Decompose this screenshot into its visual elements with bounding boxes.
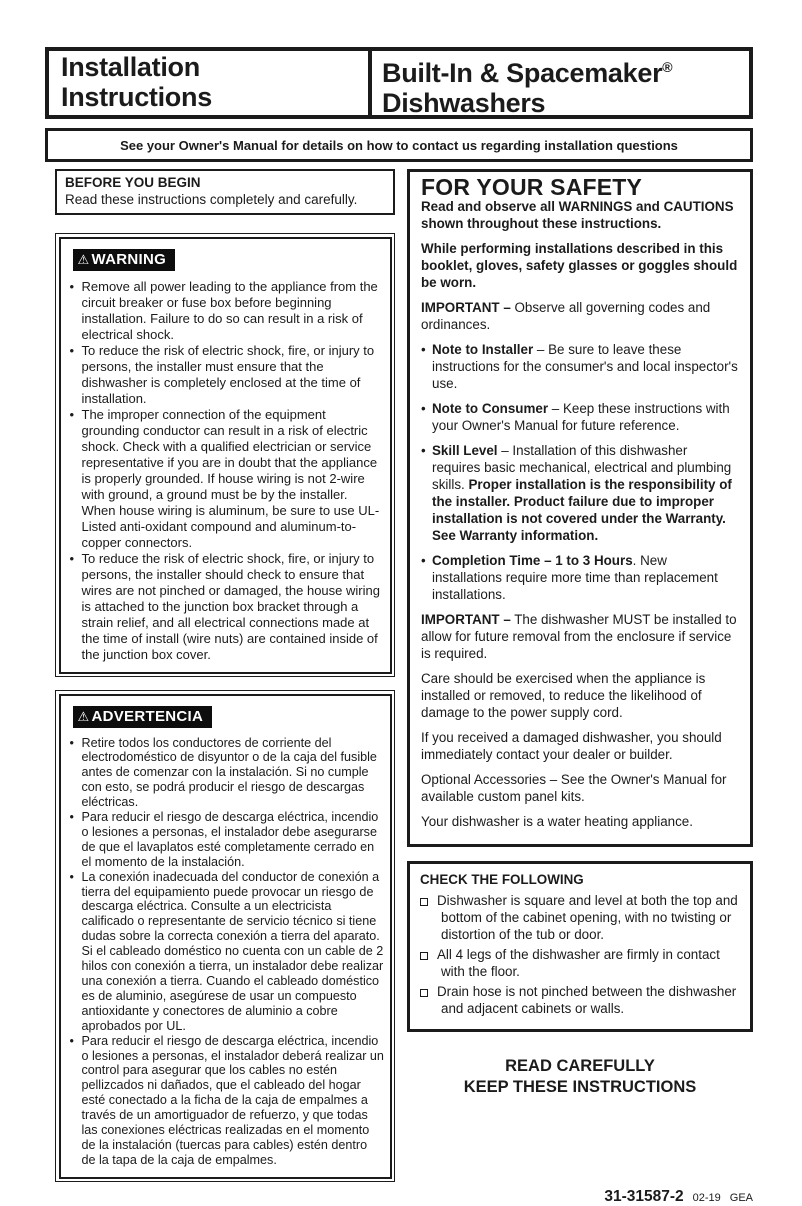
bullet-rest: – Keep these instructions with your Owner's Manual for future reference. [432, 401, 730, 433]
check-item-text: Drain hose is not pinched between the dishwasher and adjacent cabinets or walls. [437, 984, 737, 1016]
bullet-rest: – Be sure to leave these instructions for the consumer's and local inspector's use. [432, 342, 738, 391]
registered-trademark-icon: ® [662, 59, 673, 75]
bullet-lead: Note to Installer [432, 342, 534, 357]
checkbox-icon [420, 898, 428, 906]
important-rest: Observe all governing codes and ordinances. [421, 300, 711, 332]
warning-label: WARNING [91, 250, 167, 268]
masthead [45, 47, 753, 119]
warning-box [55, 233, 395, 677]
safety-bullet-list [421, 341, 739, 603]
doc-title-left-line1: Installation [61, 52, 200, 82]
check-item-square-level [420, 892, 740, 943]
safety-bullet-note-installer [421, 341, 739, 392]
check-item-text: Dishwasher is square and level at both the top and bottom of the cabinet opening, with no twisting or distortion of the tub or door. [437, 893, 738, 942]
closing-statement [407, 1056, 753, 1098]
for-your-safety-box [407, 169, 753, 847]
advertencia-badge [73, 706, 213, 728]
safety-intro-1 [421, 198, 739, 232]
before-you-begin-box [55, 169, 395, 215]
bullet-rest: . New installations require more time than replacement installations. [432, 553, 718, 602]
doc-title-left [61, 52, 368, 112]
safety-bullet-skill-level [421, 442, 739, 544]
important-lead: IMPORTANT – [421, 300, 511, 315]
before-you-begin-title: BEFORE YOU BEGIN [65, 175, 201, 190]
doc-title-left-line2: Instructions [61, 82, 212, 112]
part-number: 31-31587-2 [604, 1188, 684, 1206]
check-list [420, 892, 740, 1017]
masthead-right-cell [372, 51, 749, 118]
for-your-safety-title: FOR YOUR SAFETY [421, 174, 643, 200]
doc-title-right [382, 52, 749, 118]
check-the-following-box [407, 861, 753, 1032]
checkbox-icon [420, 952, 428, 960]
page-footer [45, 1188, 753, 1206]
warning-triangle-icon: ⚠ [77, 708, 90, 724]
safety-important-1 [421, 299, 739, 333]
date-code: 02-19 [692, 1192, 721, 1205]
warning-box-inner [59, 237, 392, 674]
doc-title-right-line1: Built-In & Spacemaker [382, 58, 663, 88]
safety-bullet-note-consumer [421, 400, 739, 434]
bullet-lead: Note to Consumer [432, 401, 549, 416]
warning-bullet: • The improper connection of the equipment grounding conductor can result in a risk of electric shock. Check with a qualified electrician or service representative if you are in doubt that the appliance is properly grounded. If house wiring is not 2-wire with ground, a ground must be by the installer. When house wiring is aluminum, be sure to use UL-Listed anti-oxidant compound and aluminum-to-copper connectors. [70, 407, 385, 551]
safety-important-2 [421, 611, 739, 662]
bullet-lead: Completion Time – 1 to 3 Hours [432, 553, 633, 568]
check-item-drain-hose [420, 983, 740, 1017]
warning-bullet: • Remove all power leading to the appliance from the circuit breaker or fuse box before beginning installation. Failure to do so can result in a risk of electrical shock. [70, 279, 385, 343]
advertencia-bullet-list [68, 736, 385, 1168]
warning-bullet: • To reduce the risk of electric shock, fire, or injury to persons, the installer must ensure that the dishwasher is completely enclosed at the time of installation. [70, 343, 385, 407]
safety-para-care: Care should be exercised when the appliance is installed or removed, to reduce the likelihood of damage to the power supply cord. [421, 671, 706, 720]
advertencia-box [55, 690, 395, 1182]
safety-intro-2 [421, 240, 739, 291]
safety-para-water-heating: Your dishwasher is a water heating appliance. [421, 814, 693, 829]
check-the-following-title: CHECK THE FOLLOWING [420, 872, 584, 887]
warning-triangle-icon: ⚠ [77, 251, 90, 267]
warning-bullet-list [68, 279, 385, 663]
advertencia-bullet: • Para reducir el riesgo de descarga eléctrica, incendio o lesiones a personas, el instalador deberá realizar un control para asegurar que los cables no estén pellizcados ni dañados, que el cableado del hogar esté conectado a la ficha de la caja de empalmes a través de un amortiguador de refuerzo, y que todas las conexiones eléctricas realizadas en el momento de la instalación (tuercas para cables) estén dentro de la tapa de la caja de empalmes. [70, 1034, 385, 1168]
advertencia-bullet: • La conexión inadecuada del conductor de conexión a tierra del equipamiento puede provocar un riesgo de descarga eléctrica. Consulte a un electricista calificado o representante de servicio técnico si tiene dudas sobre la correcta conexión a tierra del aparato. Si el cableado doméstico no cuenta con un cable de 2 hilos con conexión a tierra, un instalador debe realizar una conexión a tierra. Cuando el cableado doméstico es de aluminio, asegúrese de usar un compuesto antioxidante y conectores de aluminio a cobre aprobados por UL. [70, 870, 385, 1034]
right-column [407, 169, 753, 1098]
check-item-legs [420, 946, 740, 980]
safety-para-damaged: If you received a damaged dishwasher, you should immediately contact your dealer or builder. [421, 730, 722, 762]
left-column [55, 169, 395, 1182]
brand-code: GEA [729, 1192, 753, 1205]
advertencia-label: ADVERTENCIA [91, 707, 204, 725]
checkbox-icon [420, 989, 428, 997]
warning-badge [73, 249, 176, 271]
before-you-begin-body: Read these instructions completely and carefully. [65, 192, 358, 207]
bullet-rest: – Installation of this dishwasher requires basic mechanical, electrical and plumbing skills. [432, 443, 732, 492]
important-lead: IMPORTANT – [421, 612, 511, 627]
masthead-left-cell [49, 51, 372, 115]
bullet-bold-tail: Proper installation is the responsibility of the installer. Product failure due to improper installation is not covered under the Warranty. See Warranty information. [432, 477, 732, 543]
bullet-lead: Skill Level [432, 443, 498, 458]
warning-bullet: • To reduce the risk of electric shock, fire, or injury to persons, the installer should check to ensure that wires are not pinched or damaged, the house wiring is attached to the junction box bracket through a strain relief, and all electrical connections made at the time of install (wire nuts) are contained inside of the junction box cover. [70, 551, 385, 663]
safety-bullet-completion-time [421, 552, 739, 603]
safety-intro-1-text: Read and observe all WARNINGS and CAUTIONS shown throughout these instructions. [421, 199, 734, 231]
safety-para-accessories: Optional Accessories – See the Owner's Manual for available custom panel kits. [421, 772, 727, 804]
advertencia-bullet: • Para reducir el riesgo de descarga eléctrica, incendio o lesiones a personas, el instalador debe asegurarse de que el lavaplatos esté completamente cerrado en el momento de la instalación. [70, 810, 385, 870]
advertencia-bullet: • Retire todos los conductores de corriente del electrodoméstico de disyuntor o de la caja del fusible antes de comenzar con la instalación. Si no cumple con esto, se podrá producir el riesgo de descargas eléctricas. [70, 736, 385, 811]
closing-line-1: READ CAREFULLY [505, 1057, 655, 1075]
owners-manual-banner: See your Owner's Manual for details on how to contact us regarding installation questions [45, 128, 753, 162]
check-item-text: All 4 legs of the dishwasher are firmly in contact with the floor. [437, 947, 720, 979]
advertencia-box-inner [59, 694, 392, 1179]
closing-line-2: KEEP THESE INSTRUCTIONS [463, 1078, 697, 1096]
doc-title-right-line2: Dishwashers [382, 88, 546, 118]
content-columns [45, 169, 753, 1182]
safety-intro-2-text: While performing installations described in this booklet, gloves, safety glasses or goggles should be worn. [421, 241, 738, 290]
important-rest: The dishwasher MUST be installed to allow for future removal from the enclosure if service is required. [421, 612, 737, 661]
